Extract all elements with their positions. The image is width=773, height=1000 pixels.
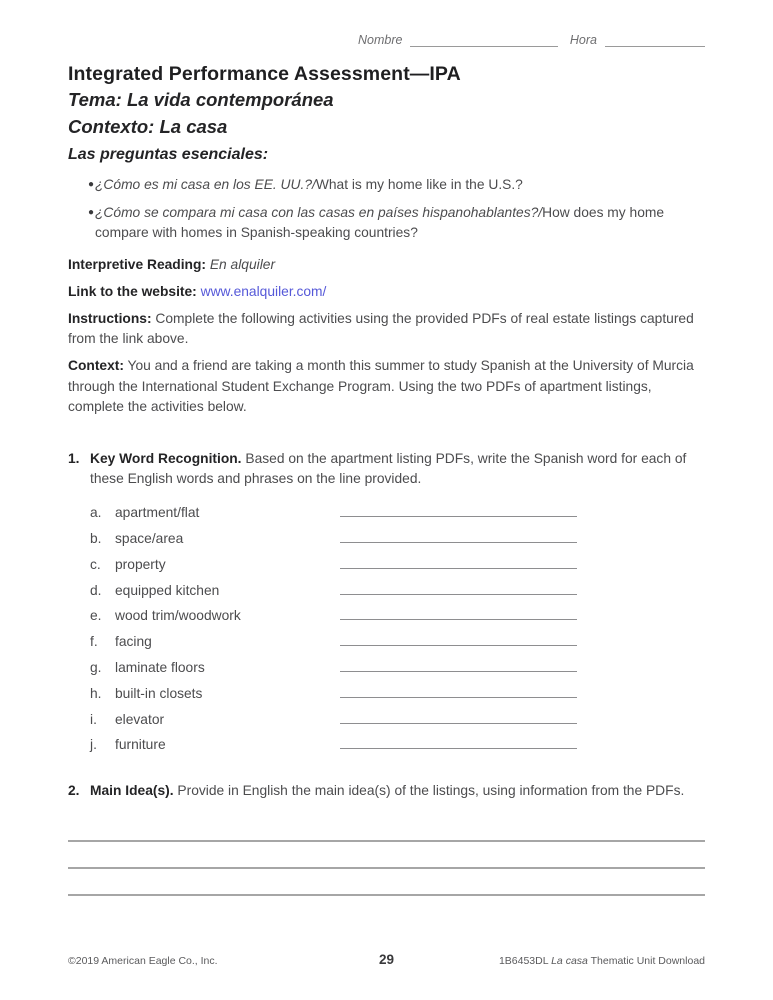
interpretive-reading-title: En alquiler: [209, 256, 276, 272]
answer-blank-line: [340, 645, 577, 646]
keyword-row: [68, 549, 705, 575]
keyword-row: [68, 678, 705, 704]
item-letter: c.: [90, 556, 101, 572]
essential-question-item: [68, 203, 705, 244]
website-link-label: Link to the website:: [68, 283, 197, 299]
essential-questions-list: [68, 175, 705, 244]
keyword-row: [68, 523, 705, 549]
activity-2-text: Provide in English the main idea(s) of the listings, using information from the PDFs.: [177, 783, 685, 799]
keyword-row: [68, 601, 705, 627]
question-text: [95, 175, 705, 196]
activity-1-label: Key Word Recognition.: [90, 450, 242, 466]
item-letter: e.: [90, 608, 102, 624]
activity-1-number: 1.: [68, 450, 80, 466]
item-term: furniture: [115, 737, 166, 753]
contexto-heading: Contexto: La casa: [68, 116, 228, 137]
item-term: wood trim/woodwork: [115, 608, 241, 624]
interpretive-reading-line: [68, 255, 705, 276]
keyword-row: [68, 575, 705, 601]
answer-blank-line: [340, 619, 577, 620]
product-reference: [394, 955, 705, 967]
answer-blank-line: [340, 516, 577, 517]
question-text: [95, 203, 705, 244]
answer-blank-line: [340, 671, 577, 672]
keyword-row: [68, 704, 705, 730]
activity-2-heading: [68, 781, 705, 802]
question-spanish: ¿Cómo es mi casa en los EE. UU.?/: [95, 177, 316, 192]
answer-blank-line: [340, 748, 577, 749]
item-term: laminate floors: [115, 660, 205, 676]
essential-question-item: [68, 175, 705, 196]
activity-2-number: 2.: [68, 783, 80, 799]
answer-blank-line: [340, 568, 577, 569]
keyword-row: [68, 626, 705, 652]
activity-2-label: Main Idea(s).: [90, 783, 174, 799]
context-label: Context:: [68, 358, 124, 373]
keyword-row: [68, 652, 705, 678]
item-letter: d.: [90, 582, 102, 598]
activity-1-text: Based on the apartment listing PDFs, write the Spanish word for each of these English words and phrases on the line provided.: [90, 450, 687, 486]
item-term: space/area: [115, 531, 184, 547]
question-english: What is my home like in the U.S.?: [315, 177, 523, 192]
activity-2-intro: [90, 781, 684, 802]
copyright-text: ©2019 American Eagle Co., Inc.: [68, 955, 218, 967]
website-link-line: [68, 282, 705, 303]
answer-blank-line: [340, 723, 577, 724]
page-footer: [68, 952, 705, 967]
item-term: elevator: [115, 711, 165, 727]
content-column: [68, 0, 705, 896]
product-suffix: Thematic Unit Download: [590, 955, 705, 967]
activity-1-intro: [90, 449, 705, 490]
item-term: equipped kitchen: [115, 582, 220, 598]
bullet-icon: ●: [88, 179, 95, 190]
item-letter: f.: [90, 634, 98, 650]
product-title: La casa: [551, 955, 588, 967]
bullet-icon: ●: [88, 206, 95, 218]
keyword-list: [68, 498, 705, 756]
question-english: How does my home compare with homes in Spanish-speaking countries?: [95, 204, 665, 240]
item-letter: g.: [90, 660, 102, 676]
item-letter: a.: [90, 505, 102, 521]
tema-heading: Tema: La vida contemporánea: [68, 89, 334, 110]
context-text: You and a friend are taking a month this summer to study Spanish at the University of Murcia through the International Student Exchange Program. Using the two PDFs of apartment listings, complete the activities below.: [68, 358, 694, 414]
item-term: property: [115, 556, 166, 572]
instructions-paragraph: [68, 309, 705, 350]
item-letter: h.: [90, 685, 102, 701]
answer-line: [68, 869, 705, 896]
context-paragraph: [68, 356, 705, 418]
item-letter: i.: [90, 711, 97, 727]
interpretive-reading-label: Interpretive Reading:: [68, 256, 206, 272]
item-letter: b.: [90, 531, 102, 547]
activity-1-heading: [68, 449, 705, 490]
answer-line: [68, 815, 705, 842]
hora-label: Hora: [569, 33, 597, 47]
instructions-text: Complete the following activities using the provided PDFs of real estate listings captured from the link above.: [68, 310, 694, 346]
website-link[interactable]: www.enalquiler.com/: [200, 283, 327, 299]
item-term: built-in closets: [115, 685, 203, 701]
essential-questions-heading: Las preguntas esenciales:: [68, 146, 269, 163]
product-code: 1B6453DL: [498, 955, 549, 967]
answer-line: [68, 842, 705, 869]
page-title: Integrated Performance Assessment—IPA: [68, 63, 461, 85]
item-term: facing: [115, 634, 152, 650]
answer-lines-block: [68, 815, 705, 896]
keyword-row: [68, 730, 705, 756]
item-letter: j.: [90, 737, 97, 753]
keyword-row: [68, 498, 705, 524]
answer-blank-line: [340, 542, 577, 543]
question-spanish: ¿Cómo se compara mi casa con las casas en países hispanohablantes?/: [95, 204, 543, 220]
answer-blank-line: [340, 594, 577, 595]
item-term: apartment/flat: [115, 505, 200, 521]
page-number: 29: [378, 952, 395, 967]
nombre-label: Nombre: [358, 33, 403, 47]
instructions-label: Instructions:: [68, 310, 152, 326]
answer-blank-line: [340, 697, 577, 698]
